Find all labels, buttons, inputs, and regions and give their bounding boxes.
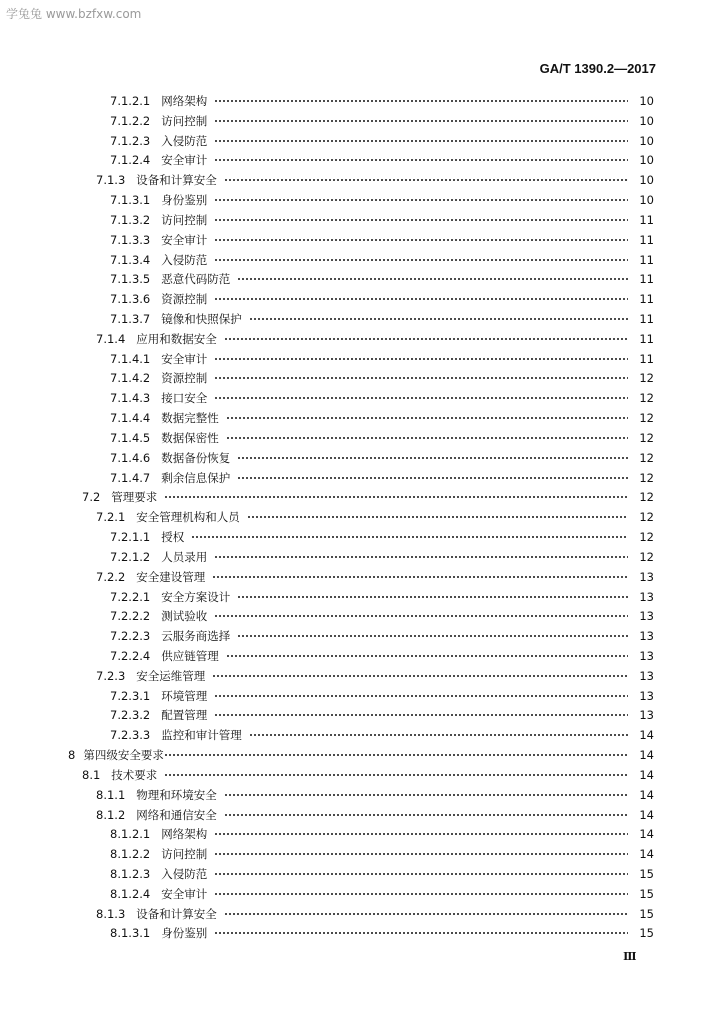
toc-entry-number: 7.1.4	[96, 331, 126, 346]
toc-entry-page: 10	[639, 133, 654, 148]
toc-entry-number: 8.1.2.1	[110, 827, 151, 842]
toc-entry-page: 14	[639, 787, 654, 802]
toc-leader-dots	[214, 236, 628, 244]
toc-leader-dots	[224, 811, 628, 819]
toc-leader-dots	[247, 513, 628, 521]
toc-entry-title: 访问控制	[161, 212, 208, 227]
toc-entry-number: 7.2.3.2	[110, 708, 151, 723]
toc-entry-title: 安全审计	[161, 232, 208, 247]
toc-entry[interactable]	[0, 508, 724, 524]
toc-entry[interactable]	[0, 568, 724, 584]
toc-leader-dots	[191, 533, 628, 541]
toc-entry-title: 身份鉴别	[161, 926, 208, 941]
toc-entry[interactable]	[0, 449, 724, 465]
toc-entry[interactable]	[0, 905, 724, 921]
toc-entry[interactable]	[0, 469, 724, 485]
toc-entry[interactable]	[0, 667, 724, 683]
toc-leader-dots	[237, 454, 628, 462]
toc-entry-page: 14	[639, 827, 654, 842]
toc-entry-page: 11	[639, 351, 654, 366]
toc-entry-title: 入侵防范	[161, 866, 208, 881]
toc-entry[interactable]	[0, 924, 724, 940]
toc-leader-dots	[214, 890, 628, 898]
toc-entry-page: 14	[639, 847, 654, 862]
toc-entry-number: 7.2	[82, 490, 101, 505]
toc-entry-number: 8.1.2.2	[110, 847, 151, 862]
toc-leader-dots	[224, 335, 628, 343]
toc-entry[interactable]	[0, 310, 724, 326]
toc-entry-page: 10	[639, 173, 654, 188]
toc-entry-page: 12	[639, 510, 654, 525]
toc-entry-number: 7.1.4.2	[110, 371, 151, 386]
toc-entry-title: 人员录用	[161, 549, 208, 564]
toc-entry[interactable]	[0, 687, 724, 703]
toc-entry-page: 12	[639, 411, 654, 426]
toc-entry[interactable]	[0, 885, 724, 901]
toc-entry-number: 7.2.2.4	[110, 648, 151, 663]
toc-entry-number: 7.2.2.3	[110, 629, 151, 644]
toc-leader-dots	[164, 771, 628, 779]
toc-entry[interactable]	[0, 746, 724, 762]
toc-leader-dots	[214, 553, 628, 561]
toc-leader-dots	[214, 137, 628, 145]
toc-entry-title: 剩余信息保护	[161, 470, 231, 485]
toc-entry-page: 13	[639, 569, 654, 584]
toc-entry-title: 测试验收	[161, 609, 208, 624]
page-number: Ⅲ	[623, 950, 636, 963]
toc-entry-page: 13	[639, 648, 654, 663]
toc-entry[interactable]	[0, 548, 724, 564]
toc-entry-number: 7.1.3.1	[110, 193, 151, 208]
toc-entry-number: 8.1.2.4	[110, 886, 151, 901]
toc-entry[interactable]	[0, 825, 724, 841]
toc-entry[interactable]	[0, 151, 724, 167]
toc-entry-title: 技术要求	[111, 767, 158, 782]
toc-entry-page: 11	[639, 232, 654, 247]
toc-entry-page: 12	[639, 530, 654, 545]
toc-entry-number: 8	[68, 748, 76, 763]
toc-entry-title: 入侵防范	[161, 252, 208, 267]
toc-entry-title: 安全审计	[161, 351, 208, 366]
toc-entry-page: 10	[639, 193, 654, 208]
toc-entry-title: 网络架构	[161, 827, 208, 842]
toc-entry-page: 14	[639, 748, 654, 763]
toc-entry-title: 入侵防范	[161, 133, 208, 148]
toc-leader-dots	[212, 672, 628, 680]
toc-leader-dots	[237, 593, 628, 601]
toc-entry-page: 13	[639, 668, 654, 683]
toc-entry-title: 资源控制	[161, 371, 208, 386]
toc-leader-dots	[214, 117, 628, 125]
toc-leader-dots	[212, 573, 628, 581]
toc-entry[interactable]	[0, 369, 724, 385]
toc-entry-number: 8.1.1	[96, 787, 126, 802]
toc-entry-number: 8.1.3.1	[110, 926, 151, 941]
toc-entry-number: 7.1.3.6	[110, 292, 151, 307]
toc-entry-number: 7.1.3	[96, 173, 126, 188]
toc-entry-number: 7.1.4.7	[110, 470, 151, 485]
toc-leader-dots	[237, 474, 628, 482]
toc-entry-title: 安全运维管理	[136, 668, 206, 683]
toc-entry-title: 云服务商选择	[161, 629, 231, 644]
toc-entry-page: 10	[639, 153, 654, 168]
document-number: GA/T 1390.2—2017	[539, 61, 656, 76]
toc-entry-number: 8.1.2.3	[110, 866, 151, 881]
toc-entry-number: 7.1.2.1	[110, 94, 151, 108]
toc-entry-page: 12	[639, 391, 654, 406]
toc-entry-page: 10	[639, 113, 654, 128]
toc-entry[interactable]	[0, 171, 724, 187]
toc-entry-title: 管理要求	[111, 490, 158, 505]
toc-entry-page: 12	[639, 430, 654, 445]
toc-leader-dots	[224, 791, 628, 799]
toc-entry-title: 设备和计算安全	[136, 906, 217, 921]
toc-leader-dots	[214, 711, 628, 719]
toc-leader-dots	[237, 275, 628, 283]
toc-leader-dots	[164, 751, 628, 759]
toc-leader-dots	[214, 394, 628, 402]
toc-leader-dots	[214, 355, 628, 363]
toc-entry[interactable]	[0, 389, 724, 405]
toc-entry-number: 7.1.3.4	[110, 252, 151, 267]
toc-entry-title: 安全方案设计	[161, 589, 231, 604]
toc-entry-number: 7.2.3	[96, 668, 126, 683]
toc-leader-dots	[214, 216, 628, 224]
toc-entry-page: 14	[639, 728, 654, 743]
toc-entry-page: 11	[639, 252, 654, 267]
toc-entry-number: 8.1	[82, 767, 101, 782]
toc-entry-number: 7.2.3.1	[110, 688, 151, 703]
toc-entry[interactable]	[0, 429, 724, 445]
toc-leader-dots	[214, 156, 628, 164]
watermark: 学兔兔 www.bzfxw.com	[6, 7, 142, 21]
toc-entry-page: 11	[639, 292, 654, 307]
toc-entry[interactable]	[0, 112, 724, 128]
toc-entry[interactable]	[0, 528, 724, 544]
toc-entry-title: 身份鉴别	[161, 193, 208, 208]
toc-leader-dots	[214, 612, 628, 620]
toc-entry-number: 7.1.4.5	[110, 430, 151, 445]
toc-entry-page: 11	[639, 272, 654, 287]
toc-entry-number: 7.1.4.4	[110, 411, 151, 426]
toc-entry-title: 访问控制	[161, 113, 208, 128]
toc-leader-dots	[214, 256, 628, 264]
toc-leader-dots	[237, 632, 628, 640]
toc-leader-dots	[226, 434, 628, 442]
toc-entry-page: 15	[639, 906, 654, 921]
toc-entry-page: 14	[639, 767, 654, 782]
toc-entry-number: 7.2.2.1	[110, 589, 151, 604]
toc-entry-number: 7.2.1	[96, 510, 126, 525]
toc-entry[interactable]	[0, 231, 724, 247]
toc-entry-title: 镜像和快照保护	[161, 312, 242, 327]
toc-entry[interactable]	[0, 92, 724, 108]
toc-entry[interactable]	[0, 786, 724, 802]
toc-entry[interactable]	[0, 627, 724, 643]
toc-leader-dots	[226, 414, 628, 422]
toc-entry[interactable]	[0, 845, 724, 861]
toc-entry-page: 11	[639, 331, 654, 346]
toc-entry-page: 10	[639, 94, 654, 108]
toc-entry-title: 网络架构	[161, 94, 208, 108]
toc-entry-number: 7.2.3.3	[110, 728, 151, 743]
toc-entry-title: 恶意代码防范	[161, 272, 231, 287]
toc-leader-dots	[214, 830, 628, 838]
toc-entry-page: 13	[639, 708, 654, 723]
toc-entry-page: 15	[639, 926, 654, 941]
toc-leader-dots	[249, 315, 628, 323]
toc-entry[interactable]	[0, 350, 724, 366]
toc-entry-title: 环境管理	[161, 688, 208, 703]
toc-leader-dots	[214, 374, 628, 382]
toc-entry-page: 13	[639, 688, 654, 703]
toc-entry-title: 数据完整性	[161, 411, 219, 426]
toc-entry-title: 网络和通信安全	[136, 807, 217, 822]
toc-entry[interactable]	[0, 270, 724, 286]
toc-entry[interactable]	[0, 132, 724, 148]
toc-entry-number: 7.2.2	[96, 569, 126, 584]
toc-entry[interactable]	[0, 251, 724, 267]
toc-entry-page: 11	[639, 312, 654, 327]
toc-entry[interactable]	[0, 588, 724, 604]
toc-entry-title: 设备和计算安全	[136, 173, 217, 188]
toc-entry-title: 应用和数据安全	[136, 331, 217, 346]
toc-entry[interactable]	[0, 409, 724, 425]
toc-entry-page: 13	[639, 609, 654, 624]
toc-leader-dots	[214, 870, 628, 878]
toc-leader-dots	[224, 176, 628, 184]
toc-leader-dots	[214, 929, 628, 937]
toc-entry[interactable]	[0, 865, 724, 881]
toc-entry-number: 7.1.3.5	[110, 272, 151, 287]
toc-entry-page: 12	[639, 371, 654, 386]
toc-entry-page: 15	[639, 886, 654, 901]
toc-entry-page: 13	[639, 589, 654, 604]
toc-entry-number: 7.1.4.6	[110, 450, 151, 465]
toc-entry[interactable]	[0, 806, 724, 822]
toc-entry[interactable]	[0, 706, 724, 722]
toc-entry-page: 11	[639, 212, 654, 227]
toc-entry-page: 12	[639, 450, 654, 465]
toc-entry-title: 授权	[161, 530, 185, 545]
toc-entry-number: 7.2.1.1	[110, 530, 151, 545]
toc-entry[interactable]	[0, 607, 724, 623]
toc-leader-dots	[214, 196, 628, 204]
toc-leader-dots	[224, 910, 628, 918]
toc-leader-dots	[249, 731, 628, 739]
toc-entry-page: 12	[639, 470, 654, 485]
toc-entry[interactable]	[0, 726, 724, 742]
toc-entry-page: 15	[639, 866, 654, 881]
toc-entry-title: 数据保密性	[161, 430, 219, 445]
toc-entry-title: 安全管理机构和人员	[136, 510, 240, 525]
toc-entry-number: 7.1.3.2	[110, 212, 151, 227]
toc-entry-title: 物理和环境安全	[136, 787, 217, 802]
toc-entry[interactable]	[0, 766, 724, 782]
toc-entry-title: 访问控制	[161, 847, 208, 862]
toc-entry-number: 7.1.3.3	[110, 232, 151, 247]
toc-entry-number: 7.1.4.1	[110, 351, 151, 366]
toc-entry-title: 安全审计	[161, 886, 208, 901]
toc-entry-number: 8.1.2	[96, 807, 126, 822]
toc-entry[interactable]	[0, 488, 724, 504]
toc-leader-dots	[214, 97, 628, 105]
toc-entry-page: 12	[639, 490, 654, 505]
toc-leader-dots	[214, 850, 628, 858]
toc-entry-title: 第四级安全要求	[83, 748, 164, 763]
toc-entry-title: 配置管理	[161, 708, 208, 723]
toc-entry-number: 7.1.2.2	[110, 113, 151, 128]
toc-entry-title: 资源控制	[161, 292, 208, 307]
toc-entry-number: 8.1.3	[96, 906, 126, 921]
toc-entry[interactable]	[0, 191, 724, 207]
toc-entry-number: 7.1.3.7	[110, 312, 151, 327]
toc-entry-title: 供应链管理	[161, 648, 219, 663]
toc-entry-title: 安全建设管理	[136, 569, 206, 584]
toc-entry-title: 数据备份恢复	[161, 450, 231, 465]
toc-entry-page: 12	[639, 549, 654, 564]
toc-entry-title: 监控和审计管理	[161, 728, 242, 743]
toc-entry-number: 7.1.4.3	[110, 391, 151, 406]
toc-entry[interactable]	[0, 330, 724, 346]
toc-leader-dots	[214, 295, 628, 303]
toc-leader-dots	[164, 493, 628, 501]
toc-entry[interactable]	[0, 290, 724, 306]
toc-entry-page: 13	[639, 629, 654, 644]
toc-entry-number: 7.1.2.3	[110, 133, 151, 148]
toc-entry-number: 7.1.2.4	[110, 153, 151, 168]
toc-leader-dots	[226, 652, 628, 660]
toc-entry[interactable]	[0, 211, 724, 227]
toc-entry-page: 14	[639, 807, 654, 822]
toc-entry-number: 7.2.2.2	[110, 609, 151, 624]
toc-entry-title: 安全审计	[161, 153, 208, 168]
toc-leader-dots	[214, 692, 628, 700]
toc-entry-number: 7.2.1.2	[110, 549, 151, 564]
toc-entry-title: 接口安全	[161, 391, 208, 406]
toc-entry[interactable]	[0, 647, 724, 663]
